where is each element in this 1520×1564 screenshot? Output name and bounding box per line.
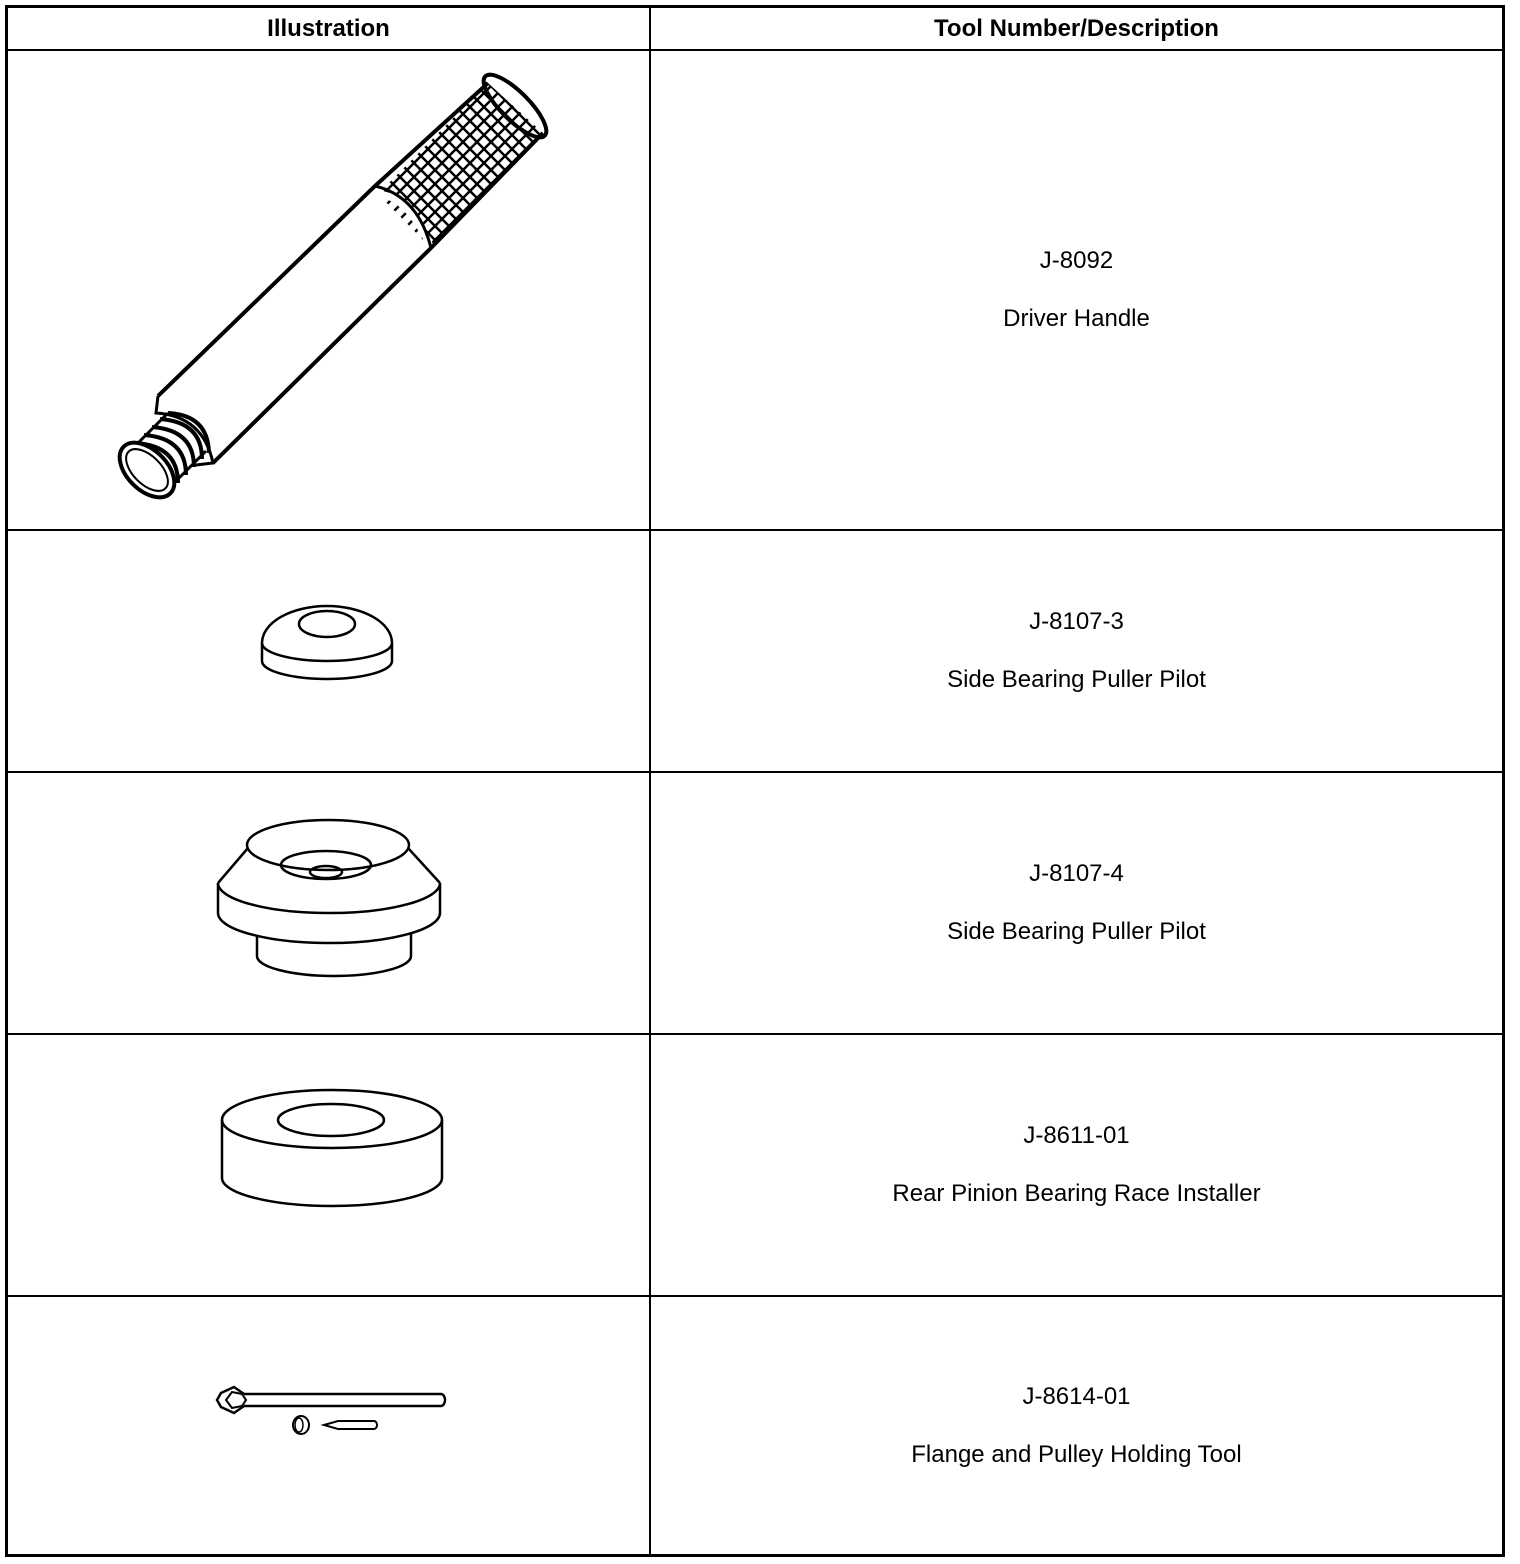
tool-description: Rear Pinion Bearing Race Installer xyxy=(892,1180,1261,1207)
tool-number: J-8611-01 xyxy=(1023,1122,1130,1149)
tool-header: Tool Number/Description xyxy=(934,14,1219,42)
tool-cell xyxy=(651,1297,1502,1555)
tool-cell xyxy=(651,1035,1502,1295)
table-row xyxy=(8,1297,1502,1555)
illustration-cell xyxy=(8,531,651,771)
tool-cell xyxy=(651,51,1502,529)
holding-tool-icon xyxy=(8,1297,651,1555)
illustration-cell xyxy=(8,1297,651,1555)
table-row xyxy=(8,1035,1502,1297)
table-row xyxy=(8,51,1502,531)
tool-description: Side Bearing Puller Pilot xyxy=(947,666,1206,693)
illustration-cell xyxy=(8,773,651,1033)
race-installer-icon xyxy=(8,1035,651,1295)
illustration-cell xyxy=(8,51,651,529)
tool-number: J-8107-3 xyxy=(1029,608,1124,635)
illustration-header: Illustration xyxy=(8,8,651,49)
tool-description: Side Bearing Puller Pilot xyxy=(947,918,1206,945)
tool-description: Driver Handle xyxy=(1003,305,1150,332)
driver-handle-icon xyxy=(8,51,651,529)
table-header-row xyxy=(8,8,1502,51)
tool-number: J-8614-01 xyxy=(1022,1383,1131,1410)
tool-cell xyxy=(651,773,1502,1033)
tool-number: J-8107-4 xyxy=(1029,860,1124,887)
tool-number: J-8092 xyxy=(1039,247,1114,274)
tool-description: Flange and Pulley Holding Tool xyxy=(911,1441,1242,1468)
puller-pilot-small-icon xyxy=(8,531,651,771)
tool-cell xyxy=(651,531,1502,771)
illustration-cell xyxy=(8,1035,651,1295)
table-row xyxy=(8,773,1502,1035)
table-row xyxy=(8,531,1502,773)
tools-table xyxy=(5,5,1505,1557)
puller-pilot-large-icon xyxy=(8,773,651,1033)
